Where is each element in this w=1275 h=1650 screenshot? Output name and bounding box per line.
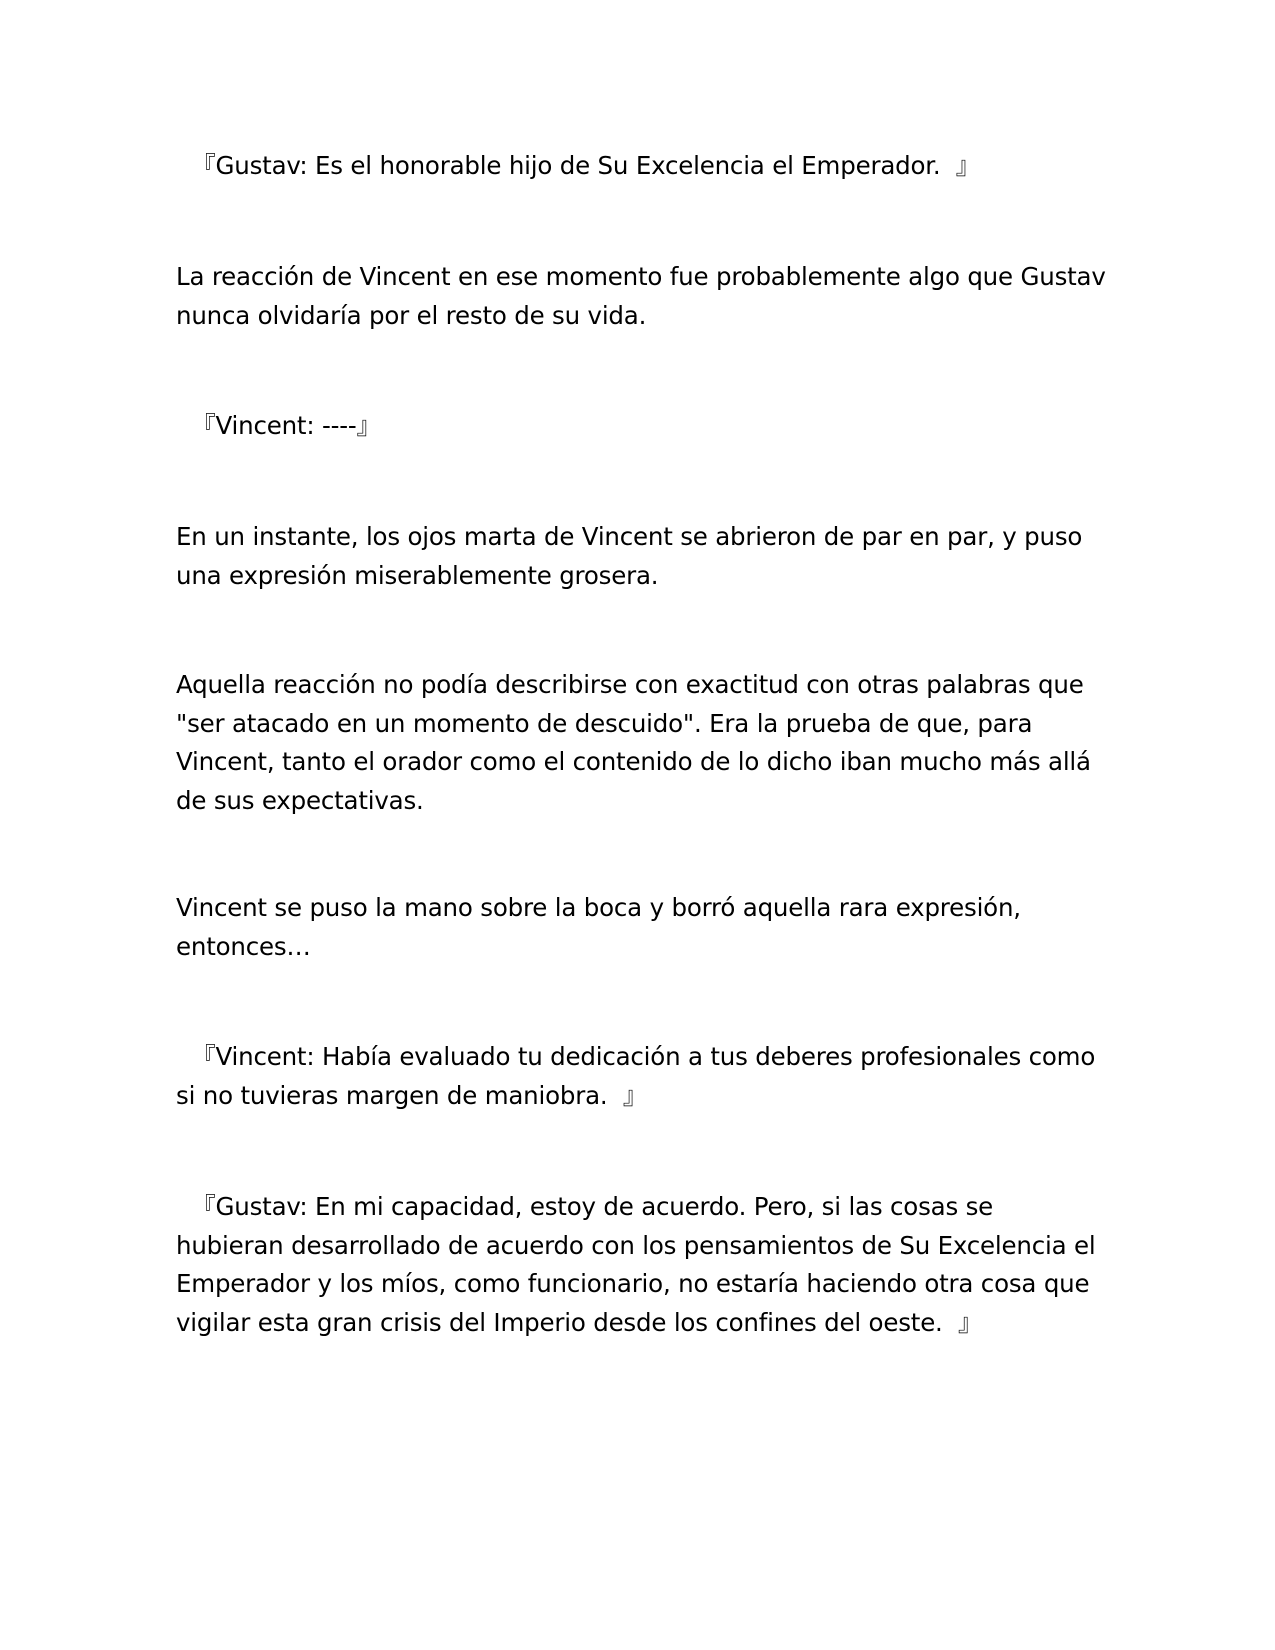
dialogue-vincent-1: 『Vincent: ----』 <box>176 411 381 440</box>
dialogue-gustav-2: 『Gustav: En mi capacidad, estoy de acuerdo. Pero, si las cosas se hubieran desarrollado de acuerdo con los pensamientos de Su Excelencia el Emperador y los míos, como funcionario, no estaría haciendo otra cosa que vigilar esta gran crisis del Imperio desde los confines del oeste. 』 <box>176 1192 1104 1337</box>
narration-paragraph-2: En un instante, los ojos marta de Vincent se abrieron de par en par, y puso una expresión miserablemente grosera. <box>176 522 1090 590</box>
dialogue-gustav-1: 『Gustav: Es el honorable hijo de Su Excelencia el Emperador. 』 <box>176 151 980 180</box>
narration-paragraph-4: Vincent se puso la mano sobre la boca y borró aquella rara expresión, entonces… <box>176 893 1029 961</box>
narration-paragraph-3: Aquella reacción no podía describirse con exactitud con otras palabras que "ser atacado en un momento de descuido". Era la prueba de que, para Vincent, tanto el orador como el contenido de lo dicho iban mucho más allá de sus expectativas. <box>176 670 1099 815</box>
narration-paragraph-1: La reacción de Vincent en ese momento fue probablemente algo que Gustav nunca olvidaría por el resto de su vida. <box>176 262 1114 330</box>
dialogue-vincent-2: 『Vincent: Había evaluado tu dedicación a tus deberes profesionales como si no tuvieras margen de maniobra. 』 <box>176 1042 1103 1110</box>
